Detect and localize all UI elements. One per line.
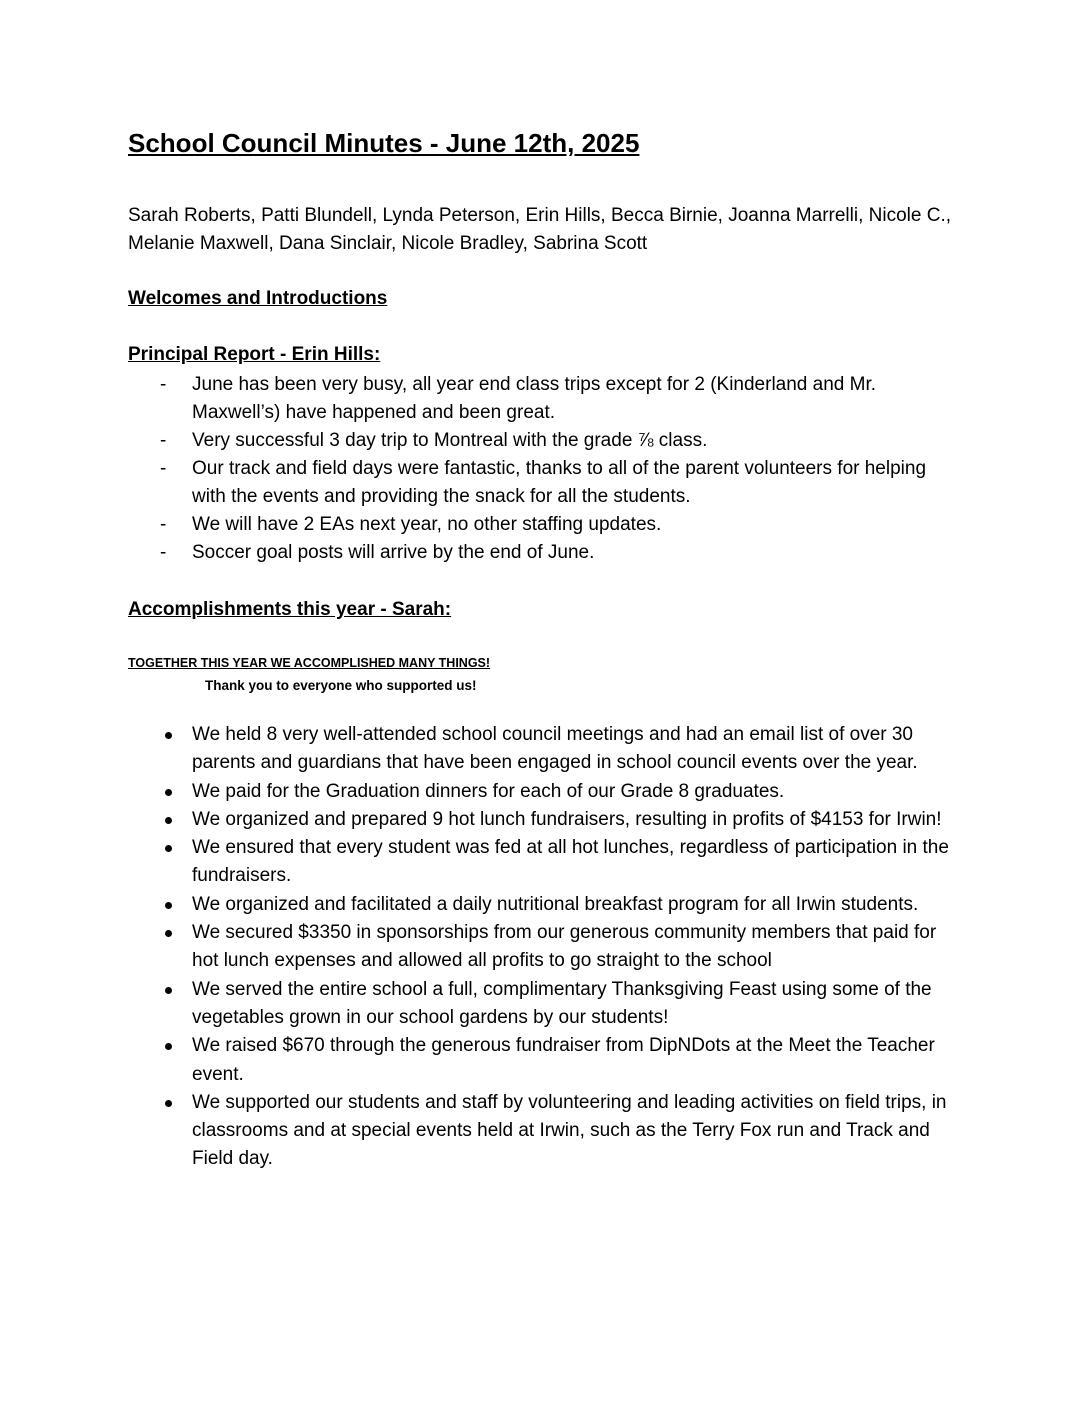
- dash-marker: -: [160, 430, 167, 451]
- list-item-text: We organized and prepared 9 hot lunch fundraisers, resulting in profits of $4153 for Irwin!: [192, 808, 942, 830]
- bullet-icon: [165, 930, 172, 937]
- section-heading-welcome: Welcomes and Introductions: [128, 288, 388, 309]
- list-item-text: We organized and facilitated a daily nutritional breakfast program for all Irwin students.: [192, 893, 919, 915]
- list-item-text: Our track and field days were fantastic, thanks to all of the parent volunteers for helping with the events and providing the snack for all the students.: [192, 458, 927, 507]
- list-item-text: We raised $670 through the generous fundraiser from DipNDots at the Meet the Teacher event.: [192, 1035, 935, 1085]
- list-item-text: We held 8 very well-attended school council meetings and had an email list of over 30 parents and guardians that have been engaged in school council events over the year.: [192, 724, 918, 774]
- bullet-icon: [165, 817, 172, 824]
- principal-report-list: [160, 371, 960, 567]
- list-item-text: We secured $3350 in sponsorships from our generous community members that paid for hot lunch expenses and allowed all profits to go straight to the school: [192, 922, 937, 972]
- list-item-text: Very successful 3 day trip to Montreal with the grade ⅞ class.: [192, 430, 708, 451]
- list-item: [160, 778, 960, 806]
- list-item: [160, 511, 960, 539]
- list-item: [160, 834, 960, 891]
- dash-marker: -: [160, 514, 167, 535]
- list-item: [160, 1089, 960, 1174]
- list-item-text: We will have 2 EAs next year, no other staffing updates.: [192, 514, 662, 535]
- list-item: [160, 806, 960, 834]
- list-item: [160, 891, 960, 919]
- banner-headline: TOGETHER THIS YEAR WE ACCOMPLISHED MANY THINGS!: [128, 656, 491, 670]
- list-item: [160, 371, 960, 427]
- page-title: School Council Minutes - June 12th, 2025: [128, 128, 640, 158]
- list-item: [160, 919, 960, 976]
- section-heading-accomplishments: Accomplishments this year - Sarah:: [128, 599, 452, 620]
- attendees-list: Sarah Roberts, Patti Blundell, Lynda Peterson, Erin Hills, Becca Birnie, Joanna Marrelli, Nicole C., Melanie Maxwell, Dana Sinclair, Nicole Bradley, Sabrina Scott: [128, 205, 952, 254]
- bullet-icon: [165, 902, 172, 909]
- list-item: [160, 976, 960, 1033]
- list-item: [160, 721, 960, 778]
- list-item: [160, 427, 960, 455]
- accomplishments-list: [160, 721, 960, 1174]
- bullet-icon: [165, 1100, 172, 1107]
- bullet-icon: [165, 987, 172, 994]
- list-item-text: We paid for the Graduation dinners for each of our Grade 8 graduates.: [192, 780, 785, 802]
- dash-marker: -: [160, 374, 167, 395]
- list-item-text: Soccer goal posts will arrive by the end of June.: [192, 542, 595, 563]
- bullet-icon: [165, 1043, 172, 1050]
- list-item-text: We supported our students and staff by volunteering and leading activities on field trips, in classrooms and at special events held at Irwin, such as the Terry Fox run and Track and Field day.: [192, 1091, 947, 1170]
- banner-thanks: Thank you to everyone who supported us!: [205, 678, 477, 693]
- bullet-icon: [165, 789, 172, 796]
- list-item-text: June has been very busy, all year end class trips except for 2 (Kinderland and Mr. Maxwell’s) have happened and been great.: [192, 374, 877, 423]
- dash-marker: -: [160, 458, 167, 479]
- list-item-text: We served the entire school a full, complimentary Thanksgiving Feast using some of the vegetables grown in our school gardens by our students!: [192, 978, 932, 1028]
- dash-marker: -: [160, 542, 167, 563]
- bullet-icon: [165, 845, 172, 852]
- list-item: [160, 1032, 960, 1089]
- list-item: [160, 455, 960, 511]
- list-item-text: We ensured that every student was fed at all hot lunches, regardless of participation in the fundraisers.: [192, 837, 949, 887]
- list-item: [160, 539, 960, 567]
- bullet-icon: [165, 732, 172, 739]
- section-heading-principal-report: Principal Report - Erin Hills:: [128, 344, 381, 365]
